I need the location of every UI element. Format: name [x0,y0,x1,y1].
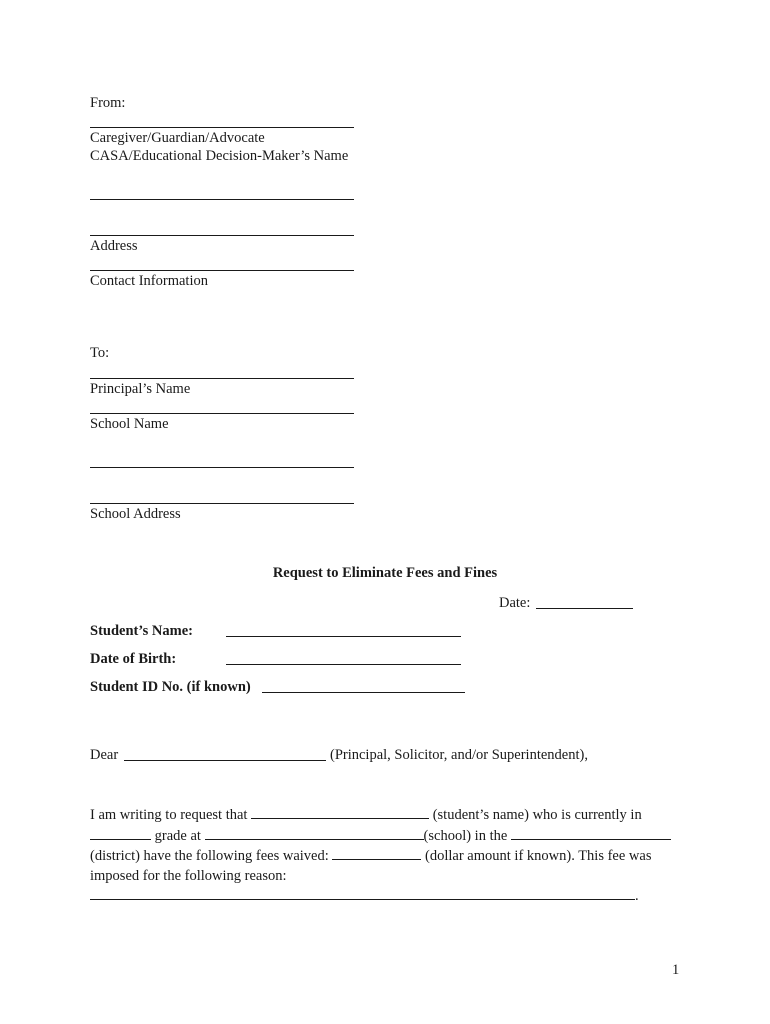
from-label: From: [90,95,126,111]
from-contact-caption: Contact Information [90,273,208,289]
to-school-line[interactable] [90,413,354,414]
date-label: Date: [499,595,531,611]
body-text-5: (district) have the following fees waived: [90,848,329,864]
from-name-caption-1: Caregiver/Guardian/Advocate [90,130,265,146]
body-text-1: I am writing to request that [90,807,248,823]
body-amount-field[interactable] [332,846,421,860]
dob-label: Date of Birth: [90,651,177,667]
body-student-name-field[interactable] [251,805,429,819]
to-principal-line[interactable] [90,378,354,379]
date-field[interactable] [536,608,633,609]
from-name-caption-2: CASA/Educational Decision-Maker’s Name [90,148,349,164]
body-text-4: (school) in the [423,827,508,844]
body-reason-field[interactable] [90,886,635,900]
body-grade-field[interactable] [90,826,151,840]
from-contact-line[interactable] [90,270,354,271]
body-district-field[interactable] [511,826,671,840]
student-id-label: Student ID No. (if known) [90,679,251,695]
dob-field[interactable] [226,664,461,665]
to-address-line-2[interactable] [90,503,354,504]
from-address-caption: Address [90,238,138,254]
body-school-field[interactable] [205,826,424,840]
greeting-recipient-field[interactable] [124,760,326,761]
body-text-7: imposed for the following reason: [90,867,287,884]
body-text-8: . [635,888,639,904]
greeting-prefix: Dear [90,747,119,763]
from-address-line-1[interactable] [90,199,354,200]
from-name-line[interactable] [90,127,354,128]
to-label: To: [90,345,110,361]
student-name-field[interactable] [226,636,461,637]
body-text-6: (dollar amount if known). This fee was [425,848,652,864]
body-text-3: grade at [154,827,201,844]
to-address-line-1[interactable] [90,467,354,468]
from-address-line-2[interactable] [90,235,354,236]
to-principal-caption: Principal’s Name [90,381,191,397]
page-number: 1 [672,962,680,978]
greeting-suffix: (Principal, Solicitor, and/or Superintendent), [330,747,588,763]
request-paragraph [90,805,690,907]
student-name-label: Student’s Name: [90,623,193,639]
to-school-caption: School Name [90,416,169,432]
body-text-2: (student’s name) who is currently in [432,807,642,823]
student-id-field[interactable] [262,692,465,693]
document-title: Request to Eliminate Fees and Fines [272,565,498,581]
to-address-caption: School Address [90,506,181,522]
